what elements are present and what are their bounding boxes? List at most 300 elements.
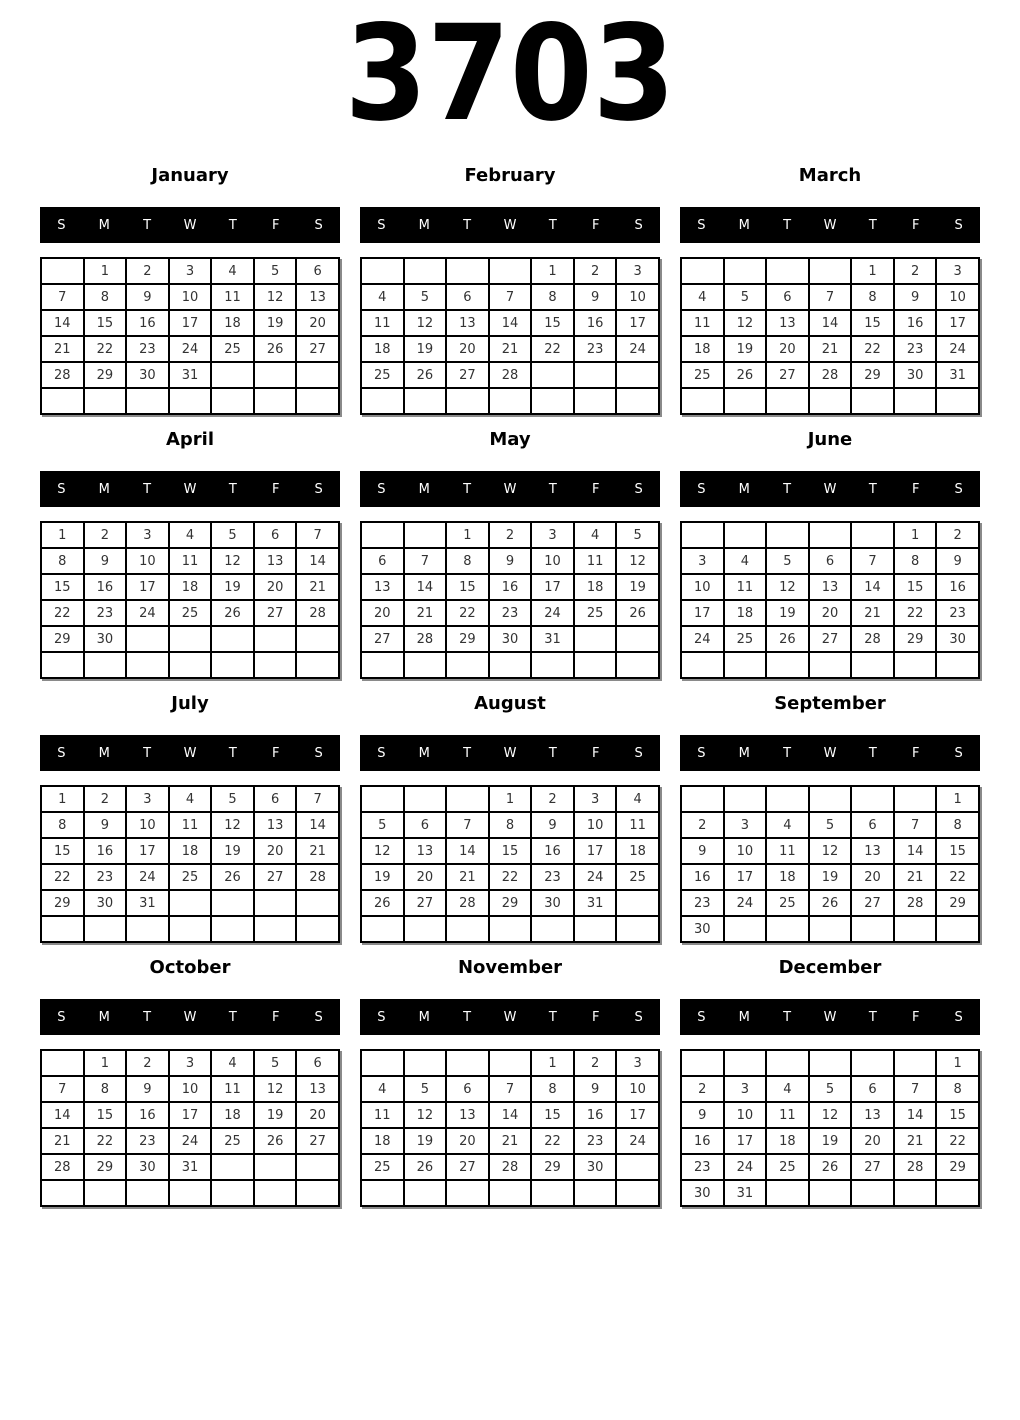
day-cell: 19 [404, 1128, 447, 1154]
day-cell: 26 [254, 1128, 297, 1154]
day-cell: 19 [724, 336, 767, 362]
empty-day-cell [724, 1050, 767, 1076]
empty-day-cell [41, 916, 84, 942]
day-cell: 7 [809, 284, 852, 310]
day-cell: 21 [851, 600, 894, 626]
empty-day-cell [296, 388, 339, 414]
week-row [361, 652, 659, 678]
empty-day-cell [936, 388, 979, 414]
day-cell: 28 [894, 890, 937, 916]
empty-day-cell [681, 652, 724, 678]
empty-day-cell [851, 1180, 894, 1206]
day-of-week-header-row [360, 207, 660, 243]
empty-day-cell [681, 1050, 724, 1076]
empty-day-cell [724, 652, 767, 678]
calendar-table [40, 257, 340, 415]
day-cell: 6 [809, 548, 852, 574]
empty-day-cell [724, 258, 767, 284]
day-header-cell: M [98, 217, 110, 233]
day-cell: 15 [41, 574, 84, 600]
day-cell: 9 [936, 548, 979, 574]
day-header-cell: W [183, 481, 197, 497]
week-row [41, 310, 339, 336]
week-row [681, 1180, 979, 1206]
day-cell: 6 [446, 1076, 489, 1102]
empty-day-cell [404, 388, 447, 414]
day-cell: 30 [126, 1154, 169, 1180]
day-cell: 7 [489, 284, 532, 310]
day-cell: 1 [41, 786, 84, 812]
empty-day-cell [41, 1050, 84, 1076]
day-cell: 15 [936, 838, 979, 864]
empty-day-cell [404, 258, 447, 284]
day-cell: 18 [169, 838, 212, 864]
day-cell: 9 [126, 284, 169, 310]
day-cell: 13 [404, 838, 447, 864]
day-cell: 21 [404, 600, 447, 626]
day-header-cell: M [418, 217, 430, 233]
day-cell: 31 [169, 1154, 212, 1180]
empty-day-cell [489, 388, 532, 414]
day-cell: 18 [616, 838, 659, 864]
day-cell: 8 [84, 284, 127, 310]
day-cell: 1 [531, 1050, 574, 1076]
day-cell: 1 [531, 258, 574, 284]
empty-day-cell [616, 890, 659, 916]
day-cell: 18 [681, 336, 724, 362]
day-cell: 7 [296, 786, 339, 812]
day-header-cell: T [783, 1009, 792, 1025]
day-header-cell: M [738, 1009, 750, 1025]
calendar-table [360, 1049, 660, 1207]
empty-day-cell [574, 652, 617, 678]
week-row [41, 864, 339, 890]
day-header-cell: T [868, 1009, 877, 1025]
month-title: July [171, 693, 209, 714]
day-cell: 25 [681, 362, 724, 388]
day-cell: 11 [766, 1102, 809, 1128]
day-cell: 7 [41, 1076, 84, 1102]
week-row [361, 838, 659, 864]
day-cell: 23 [126, 336, 169, 362]
day-cell: 19 [404, 336, 447, 362]
empty-day-cell [211, 1154, 254, 1180]
week-row [361, 1180, 659, 1206]
day-cell: 24 [616, 336, 659, 362]
day-cell: 17 [724, 864, 767, 890]
day-cell: 1 [446, 522, 489, 548]
day-cell: 18 [211, 310, 254, 336]
week-row [41, 388, 339, 414]
day-cell: 12 [361, 838, 404, 864]
day-cell: 30 [84, 890, 127, 916]
empty-day-cell [894, 786, 937, 812]
day-header-cell: S [314, 481, 323, 497]
day-cell: 6 [296, 1050, 339, 1076]
day-cell: 10 [169, 284, 212, 310]
empty-day-cell [531, 1180, 574, 1206]
day-cell: 31 [169, 362, 212, 388]
week-row [681, 574, 979, 600]
day-cell: 6 [296, 258, 339, 284]
empty-day-cell [809, 916, 852, 942]
day-cell: 19 [361, 864, 404, 890]
week-row [41, 600, 339, 626]
empty-day-cell [851, 388, 894, 414]
day-cell: 15 [41, 838, 84, 864]
day-header-cell: S [57, 217, 66, 233]
calendar-table [680, 1049, 980, 1207]
day-cell: 4 [361, 284, 404, 310]
day-cell: 14 [489, 310, 532, 336]
day-header-cell: F [591, 1009, 600, 1025]
empty-day-cell [489, 258, 532, 284]
day-cell: 9 [531, 812, 574, 838]
empty-day-cell [211, 890, 254, 916]
empty-day-cell [809, 522, 852, 548]
day-cell: 2 [84, 522, 127, 548]
day-cell: 3 [126, 522, 169, 548]
week-row [41, 626, 339, 652]
month-block-january [40, 165, 340, 415]
day-cell: 31 [531, 626, 574, 652]
empty-day-cell [169, 1180, 212, 1206]
day-cell: 27 [254, 864, 297, 890]
day-cell: 9 [894, 284, 937, 310]
day-header-cell: T [548, 1009, 557, 1025]
day-cell: 31 [724, 1180, 767, 1206]
empty-day-cell [574, 362, 617, 388]
day-header-cell: S [634, 217, 643, 233]
day-cell: 10 [681, 574, 724, 600]
day-cell: 2 [681, 812, 724, 838]
month-block-september [680, 693, 980, 943]
day-header-cell: S [314, 745, 323, 761]
day-cell: 16 [574, 310, 617, 336]
empty-day-cell [446, 916, 489, 942]
empty-day-cell [211, 1180, 254, 1206]
day-header-cell: M [418, 1009, 430, 1025]
empty-day-cell [809, 1180, 852, 1206]
day-header-cell: T [463, 217, 472, 233]
day-cell: 23 [84, 600, 127, 626]
day-cell: 15 [851, 310, 894, 336]
week-row [361, 310, 659, 336]
day-header-cell: W [823, 481, 837, 497]
empty-day-cell [766, 786, 809, 812]
empty-day-cell [894, 1050, 937, 1076]
empty-day-cell [41, 652, 84, 678]
day-cell: 20 [296, 310, 339, 336]
day-cell: 29 [531, 1154, 574, 1180]
empty-day-cell [404, 1050, 447, 1076]
day-cell: 10 [724, 1102, 767, 1128]
week-row [681, 812, 979, 838]
day-cell: 13 [851, 838, 894, 864]
day-cell: 30 [126, 362, 169, 388]
week-row [361, 1154, 659, 1180]
day-cell: 12 [766, 574, 809, 600]
day-cell: 15 [84, 310, 127, 336]
week-row [361, 548, 659, 574]
day-cell: 19 [616, 574, 659, 600]
day-cell: 16 [681, 1128, 724, 1154]
day-cell: 2 [489, 522, 532, 548]
empty-day-cell [361, 916, 404, 942]
empty-day-cell [766, 1180, 809, 1206]
day-header-cell: W [503, 745, 517, 761]
day-cell: 16 [894, 310, 937, 336]
empty-day-cell [169, 388, 212, 414]
day-cell: 22 [851, 336, 894, 362]
empty-day-cell [296, 362, 339, 388]
day-cell: 27 [809, 626, 852, 652]
empty-day-cell [446, 652, 489, 678]
empty-day-cell [211, 916, 254, 942]
day-cell: 17 [169, 310, 212, 336]
day-cell: 27 [296, 1128, 339, 1154]
week-row [681, 838, 979, 864]
day-cell: 3 [936, 258, 979, 284]
day-cell: 27 [361, 626, 404, 652]
empty-day-cell [296, 1180, 339, 1206]
day-header-cell: S [57, 745, 66, 761]
day-cell: 15 [531, 1102, 574, 1128]
day-cell: 11 [361, 1102, 404, 1128]
day-header-cell: S [314, 1009, 323, 1025]
empty-day-cell [616, 652, 659, 678]
day-cell: 15 [894, 574, 937, 600]
day-cell: 23 [84, 864, 127, 890]
day-cell: 3 [724, 812, 767, 838]
empty-day-cell [574, 1180, 617, 1206]
month-title: April [165, 429, 215, 450]
day-cell: 2 [574, 1050, 617, 1076]
calendar-table [360, 785, 660, 943]
day-cell: 10 [531, 548, 574, 574]
empty-day-cell [531, 916, 574, 942]
day-cell: 25 [169, 864, 212, 890]
day-cell: 29 [936, 1154, 979, 1180]
day-cell: 14 [489, 1102, 532, 1128]
week-row [361, 626, 659, 652]
day-header-cell: T [228, 745, 237, 761]
day-cell: 1 [936, 1050, 979, 1076]
day-cell: 3 [169, 258, 212, 284]
day-cell: 25 [169, 600, 212, 626]
day-cell: 15 [531, 310, 574, 336]
day-cell: 4 [766, 1076, 809, 1102]
day-header-cell: W [183, 745, 197, 761]
day-cell: 14 [809, 310, 852, 336]
day-cell: 20 [254, 574, 297, 600]
empty-day-cell [851, 652, 894, 678]
day-cell: 11 [681, 310, 724, 336]
day-cell: 4 [681, 284, 724, 310]
empty-day-cell [404, 522, 447, 548]
day-cell: 15 [936, 1102, 979, 1128]
day-header-cell: T [143, 745, 152, 761]
day-cell: 4 [169, 522, 212, 548]
day-cell: 14 [296, 812, 339, 838]
empty-day-cell [531, 362, 574, 388]
empty-day-cell [84, 652, 127, 678]
day-header-cell: S [634, 1009, 643, 1025]
week-row [361, 916, 659, 942]
day-cell: 16 [84, 838, 127, 864]
day-header-cell: T [783, 481, 792, 497]
day-cell: 6 [851, 1076, 894, 1102]
day-cell: 13 [809, 574, 852, 600]
empty-day-cell [446, 786, 489, 812]
empty-day-cell [766, 522, 809, 548]
empty-day-cell [809, 258, 852, 284]
week-row [681, 310, 979, 336]
empty-day-cell [616, 1154, 659, 1180]
empty-day-cell [404, 652, 447, 678]
day-cell: 23 [681, 1154, 724, 1180]
day-header-cell: M [738, 745, 750, 761]
month-block-july [40, 693, 340, 943]
day-cell: 26 [766, 626, 809, 652]
empty-day-cell [296, 626, 339, 652]
day-header-cell: M [738, 217, 750, 233]
day-cell: 29 [446, 626, 489, 652]
day-header-cell: S [377, 217, 386, 233]
day-header-cell: T [143, 481, 152, 497]
day-cell: 10 [616, 1076, 659, 1102]
week-row [41, 1128, 339, 1154]
week-row [41, 1050, 339, 1076]
day-cell: 2 [84, 786, 127, 812]
day-cell: 26 [724, 362, 767, 388]
day-cell: 28 [446, 890, 489, 916]
week-row [681, 916, 979, 942]
day-cell: 7 [296, 522, 339, 548]
day-cell: 8 [531, 1076, 574, 1102]
day-of-week-header-row [680, 471, 980, 507]
day-cell: 10 [126, 812, 169, 838]
day-cell: 4 [169, 786, 212, 812]
day-cell: 5 [616, 522, 659, 548]
day-header-cell: W [503, 1009, 517, 1025]
day-header-cell: W [183, 217, 197, 233]
day-cell: 1 [84, 1050, 127, 1076]
empty-day-cell [809, 1050, 852, 1076]
day-cell: 12 [404, 310, 447, 336]
day-cell: 13 [254, 548, 297, 574]
day-cell: 9 [681, 838, 724, 864]
day-cell: 6 [766, 284, 809, 310]
calendar-table [360, 521, 660, 679]
day-cell: 4 [211, 258, 254, 284]
empty-day-cell [404, 1180, 447, 1206]
empty-day-cell [681, 786, 724, 812]
day-cell: 12 [254, 284, 297, 310]
day-header-cell: F [911, 481, 920, 497]
empty-day-cell [766, 916, 809, 942]
day-cell: 18 [169, 574, 212, 600]
day-cell: 17 [616, 310, 659, 336]
day-cell: 9 [574, 284, 617, 310]
day-cell: 7 [41, 284, 84, 310]
day-cell: 16 [126, 1102, 169, 1128]
day-cell: 21 [489, 1128, 532, 1154]
day-header-cell: F [271, 481, 280, 497]
day-cell: 29 [851, 362, 894, 388]
day-cell: 14 [404, 574, 447, 600]
day-cell: 22 [84, 336, 127, 362]
week-row [681, 1050, 979, 1076]
day-cell: 22 [531, 1128, 574, 1154]
day-header-cell: S [697, 1009, 706, 1025]
empty-day-cell [446, 1180, 489, 1206]
week-row [681, 626, 979, 652]
day-cell: 8 [936, 1076, 979, 1102]
day-cell: 28 [296, 864, 339, 890]
day-cell: 3 [531, 522, 574, 548]
empty-day-cell [404, 786, 447, 812]
day-cell: 10 [616, 284, 659, 310]
day-cell: 11 [211, 1076, 254, 1102]
day-header-cell: M [98, 481, 110, 497]
month-block-august [360, 693, 660, 943]
day-header-cell: S [697, 481, 706, 497]
day-cell: 13 [296, 1076, 339, 1102]
week-row [681, 600, 979, 626]
empty-day-cell [446, 1050, 489, 1076]
year-title: 3703 [344, 0, 676, 151]
empty-day-cell [531, 652, 574, 678]
day-cell: 28 [809, 362, 852, 388]
empty-day-cell [404, 916, 447, 942]
day-cell: 21 [446, 864, 489, 890]
day-cell: 5 [809, 1076, 852, 1102]
day-cell: 20 [446, 336, 489, 362]
day-cell: 13 [296, 284, 339, 310]
day-header-cell: T [868, 217, 877, 233]
empty-day-cell [766, 652, 809, 678]
calendar-table [360, 257, 660, 415]
day-cell: 7 [851, 548, 894, 574]
day-cell: 5 [724, 284, 767, 310]
empty-day-cell [574, 626, 617, 652]
empty-day-cell [936, 916, 979, 942]
day-cell: 5 [404, 1076, 447, 1102]
week-row [41, 1076, 339, 1102]
day-cell: 2 [936, 522, 979, 548]
empty-day-cell [361, 652, 404, 678]
day-cell: 24 [169, 1128, 212, 1154]
day-cell: 4 [574, 522, 617, 548]
empty-day-cell [126, 652, 169, 678]
day-cell: 13 [361, 574, 404, 600]
day-cell: 24 [126, 600, 169, 626]
month-title: October [149, 957, 231, 978]
day-cell: 11 [211, 284, 254, 310]
day-cell: 14 [894, 838, 937, 864]
week-row [681, 284, 979, 310]
day-cell: 12 [211, 812, 254, 838]
day-cell: 10 [126, 548, 169, 574]
day-cell: 28 [489, 1154, 532, 1180]
day-cell: 26 [809, 1154, 852, 1180]
day-cell: 11 [169, 812, 212, 838]
week-row [361, 362, 659, 388]
day-cell: 24 [574, 864, 617, 890]
day-cell: 22 [41, 600, 84, 626]
day-header-cell: T [228, 217, 237, 233]
